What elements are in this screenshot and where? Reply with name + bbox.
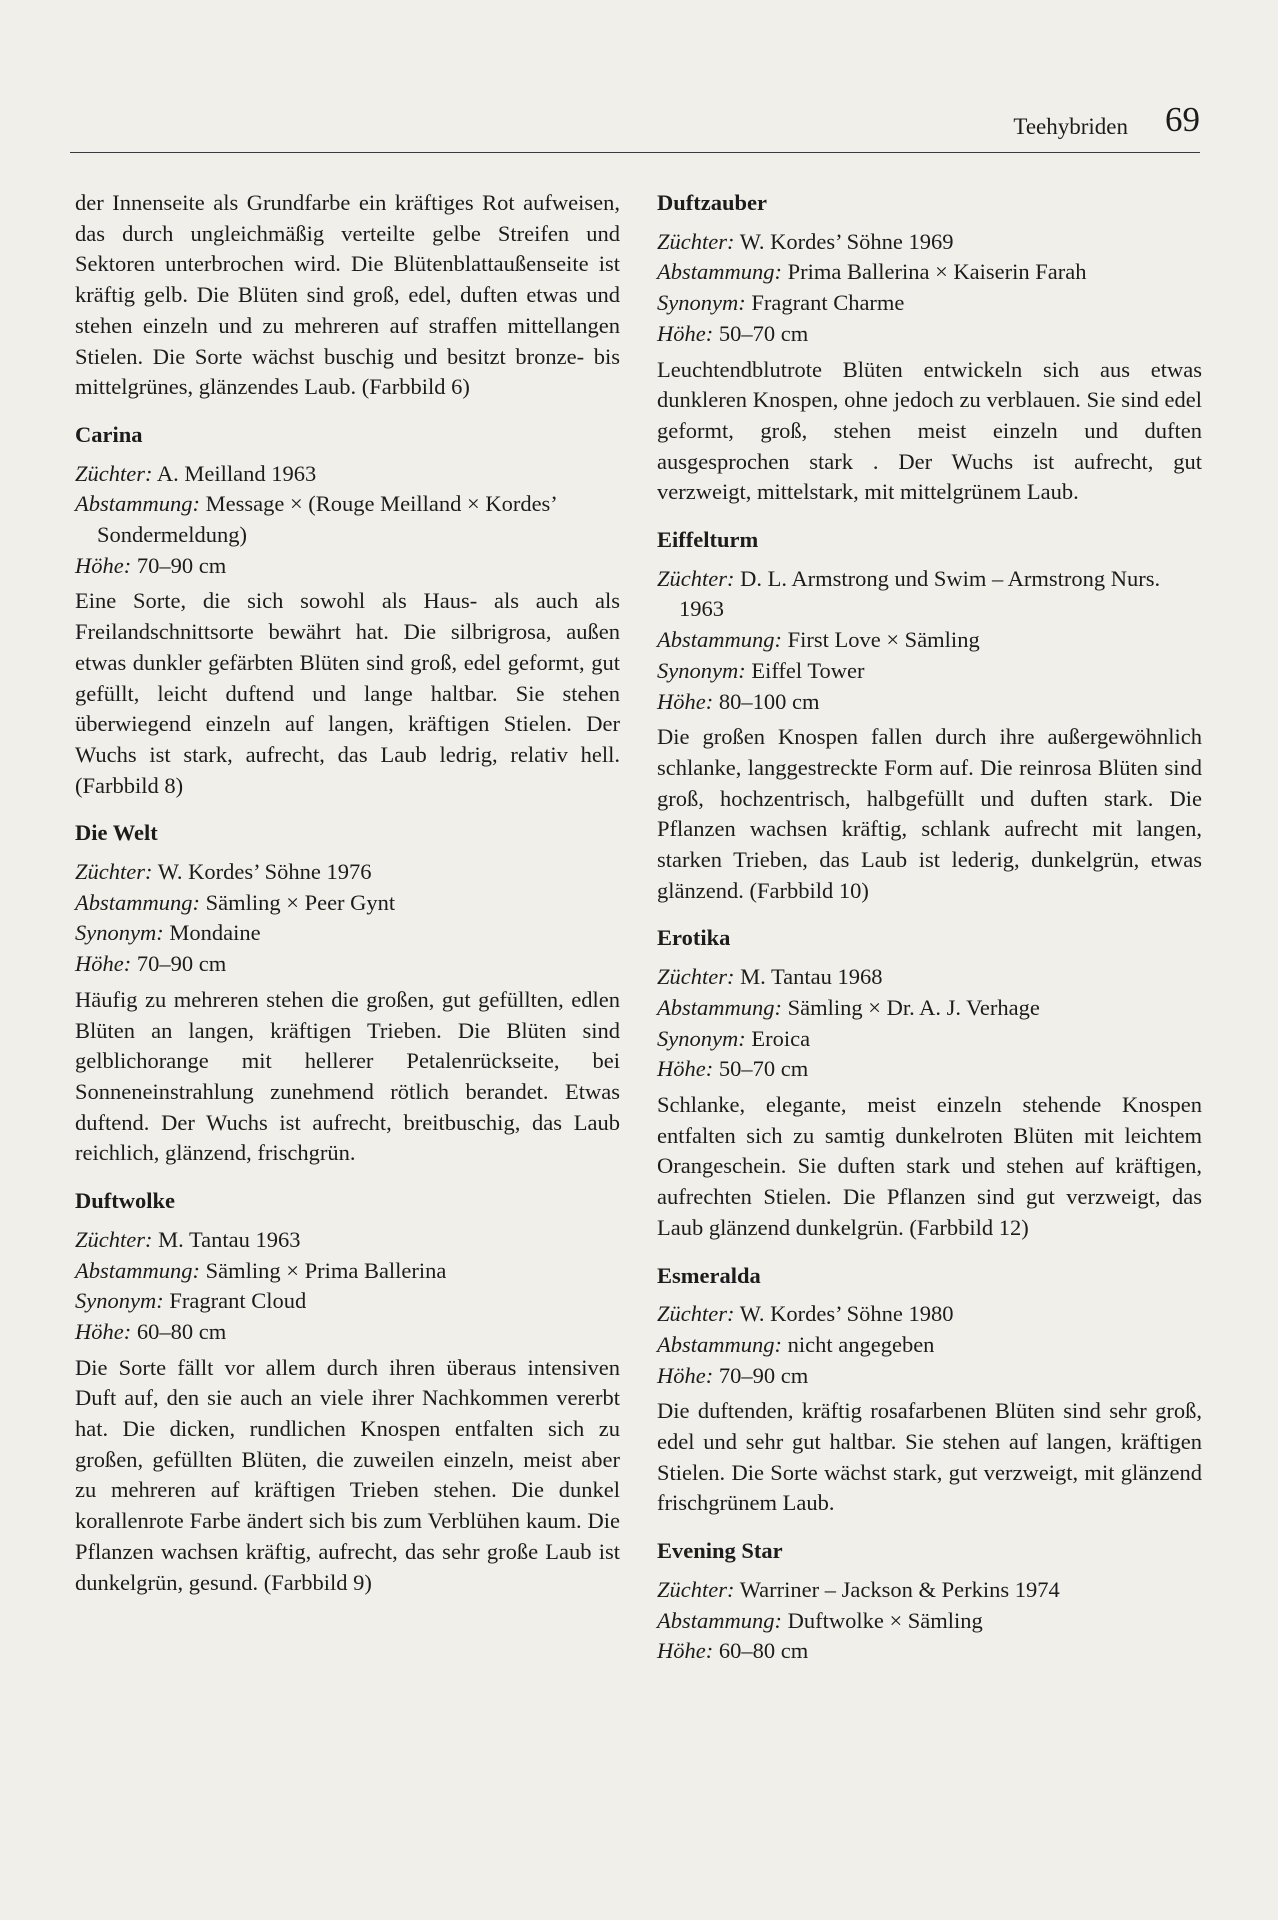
rose-entry bbox=[75, 818, 620, 1169]
meta-value: Eiffel Tower bbox=[751, 657, 865, 683]
meta-value: 70–90 cm bbox=[136, 951, 227, 977]
meta-key: Höhe: bbox=[657, 1362, 714, 1388]
rose-entry bbox=[657, 923, 1202, 1243]
meta-value: 70–90 cm bbox=[136, 552, 227, 578]
meta-key: Höhe: bbox=[657, 688, 714, 714]
meta-value: Fragrant Charme bbox=[751, 290, 905, 316]
entry-title: Eiffelturm bbox=[657, 527, 759, 553]
entry-meta-row bbox=[657, 1636, 1202, 1667]
entry-meta-row bbox=[75, 551, 620, 582]
rose-entry bbox=[657, 525, 1202, 906]
meta-key: Züchter: bbox=[657, 228, 735, 254]
meta-key: Abstammung: bbox=[75, 491, 200, 517]
meta-value: Eroica bbox=[751, 1025, 811, 1051]
right-column bbox=[657, 188, 1202, 1684]
meta-value: First Love × Sämling bbox=[787, 627, 980, 653]
meta-value: M. Tantau 1968 bbox=[740, 964, 883, 990]
running-header bbox=[70, 100, 1200, 153]
entry-title: Duftzauber bbox=[657, 190, 767, 215]
entry-meta-row bbox=[75, 459, 620, 490]
entry-meta-row bbox=[657, 656, 1202, 687]
meta-value: Mondaine bbox=[169, 920, 261, 946]
meta-value: 50–70 cm bbox=[718, 1056, 809, 1082]
meta-value: Warriner – Jackson & Perkins 1974 bbox=[739, 1576, 1060, 1602]
entry-meta-row bbox=[657, 257, 1202, 288]
meta-value: D. L. Armstrong und Swim – Armstrong Nurs. 1963 bbox=[679, 565, 1161, 622]
entry-meta-row bbox=[657, 1361, 1202, 1392]
entry-description: Eine Sorte, die sich sowohl als Haus- als auch als Freilandschnittsorte bewährt hat. Die silbrigrosa, außen etwas dunkler gefärbten Blüten sind groß, edel geformt, gut gefüllt, leicht duftend und lange haltbar. Sie stehen überwiegend einzeln auf langen, kräftigen Stielen. Der Wuchs ist stark, aufrecht, das Laub ledrig, relativ hell. (Farbbild 8) bbox=[75, 588, 620, 798]
entry-description: Die duftenden, kräftig rosafarbenen Blüten sind sehr groß, edel und sehr gut haltbar. Sie stehen auf langen, kräftigen Stielen. Die Sorte wächst stark, gut verzweigt, mit glänzend frischgrünem Laub. bbox=[657, 1398, 1202, 1516]
entry-meta-row bbox=[657, 1299, 1202, 1330]
meta-value: Sämling × Peer Gynt bbox=[205, 889, 396, 915]
meta-key: Abstammung: bbox=[75, 889, 200, 915]
meta-key: Synonym: bbox=[75, 920, 164, 946]
meta-key: Züchter: bbox=[657, 1576, 735, 1602]
meta-value: 60–80 cm bbox=[718, 1638, 809, 1664]
meta-key: Höhe: bbox=[657, 320, 714, 346]
meta-key: Abstammung: bbox=[657, 1331, 782, 1357]
entry-meta-row bbox=[657, 227, 1202, 258]
entry-meta-row bbox=[657, 1024, 1202, 1055]
entry-meta-row bbox=[657, 1054, 1202, 1085]
entry-meta-row bbox=[657, 1575, 1202, 1606]
meta-key: Abstammung: bbox=[657, 1607, 782, 1633]
entry-meta-row bbox=[657, 1330, 1202, 1361]
meta-key: Abstammung: bbox=[657, 627, 782, 653]
meta-value: M. Tantau 1963 bbox=[158, 1226, 301, 1252]
entry-meta-row bbox=[657, 962, 1202, 993]
entry-meta-row bbox=[75, 1317, 620, 1348]
entry-description: Die Sorte fällt vor allem durch ihren überaus intensiven Duft auf, den sie auch an viele ihrer Nachkommen vererbt hat. Die dicken, rundlichen Knospen entfalten sich zu großen, gefüllten Blüten, die zuweilen einzeln, meist aber zu mehreren auf kräftigen Trieben stehen. Die dunkel korallenrote Farbe ändert sich bis zum Verblühen kaum. Die Pflanzen wachsen kräftig, aufrecht, das sehr große Laub ist dunkelgrün, gesund. (Farbbild 9) bbox=[75, 1354, 620, 1595]
meta-value: A. Meilland 1963 bbox=[156, 460, 317, 486]
entry-meta-row bbox=[75, 857, 620, 888]
entry-description: Häufig zu mehreren stehen die großen, gut gefüllten, edlen Blüten an langen, kräftigen Trieben. Die Blüten sind gelblichorange mit hellerer Petalenrückseite, bei Sonneneinstrahlung zunehmend rötlich berandet. Etwas duftend. Der Wuchs ist aufrecht, breitbuschig, das Laub reichlich, glänzend, frischgrün. bbox=[75, 986, 620, 1166]
meta-key: Züchter: bbox=[75, 859, 153, 885]
entry-meta-row bbox=[75, 918, 620, 949]
entry-meta-row bbox=[75, 1225, 620, 1256]
meta-key: Synonym: bbox=[657, 290, 746, 316]
meta-value: nicht angegeben bbox=[787, 1331, 935, 1357]
entry-title: Die Welt bbox=[75, 820, 158, 846]
meta-key: Züchter: bbox=[75, 460, 153, 486]
entry-meta-row bbox=[657, 1606, 1202, 1637]
meta-value: W. Kordes’ Söhne 1969 bbox=[739, 228, 954, 254]
entry-meta-row bbox=[657, 288, 1202, 319]
left-column bbox=[75, 188, 620, 1615]
meta-value: 80–100 cm bbox=[718, 688, 820, 714]
entry-description: Die großen Knospen fallen durch ihre außergewöhnlich schlanke, langgestreckte Form auf. Die reinrosa Blüten sind groß, hochzentrisch, halbgefüllt und duften stark. Die Pflanzen wachsen kräftig, schlank aufrecht mit langen, starken Trieben, das Laub ist lederig, dunkelgrün, etwas glänzend. (Farbbild 10) bbox=[657, 724, 1202, 903]
entry-meta-row bbox=[75, 888, 620, 919]
meta-value: 50–70 cm bbox=[718, 320, 809, 346]
meta-key: Höhe: bbox=[75, 951, 132, 977]
meta-value: Fragrant Cloud bbox=[169, 1288, 307, 1314]
entry-title: Esmeralda bbox=[657, 1262, 761, 1288]
meta-value: 60–80 cm bbox=[136, 1318, 227, 1344]
meta-value: W. Kordes’ Söhne 1980 bbox=[739, 1301, 954, 1327]
entry-meta-row bbox=[75, 1286, 620, 1317]
meta-key: Züchter: bbox=[657, 964, 735, 990]
entry-description: Schlanke, elegante, meist einzeln stehende Knospen entfalten sich zu samtig dunkelroten Blüten mit leichtem Orangeschein. Sie duften stark und stehen auf kräftigen, aufrechten Stielen. Die Pflanzen sind gut verzweigt, das Laub glänzend dunkelgrün. (Farbbild 12) bbox=[657, 1091, 1202, 1240]
meta-key: Abstammung: bbox=[657, 259, 782, 285]
entry-title: Carina bbox=[75, 421, 143, 447]
meta-value: 70–90 cm bbox=[718, 1362, 809, 1388]
meta-key: Synonym: bbox=[75, 1288, 164, 1314]
meta-value: Message × (Rouge Meilland × Kordes’ Sondermeldung) bbox=[97, 491, 557, 548]
meta-value: Sämling × Prima Ballerina bbox=[205, 1257, 447, 1283]
meta-key: Züchter: bbox=[75, 1226, 153, 1252]
entry-meta-row bbox=[75, 489, 620, 550]
rose-entry bbox=[657, 1536, 1202, 1667]
meta-key: Abstammung: bbox=[657, 994, 782, 1020]
entry-title: Duftwolke bbox=[75, 1188, 175, 1214]
rose-entry bbox=[75, 1186, 620, 1598]
meta-key: Höhe: bbox=[657, 1056, 714, 1082]
entry-meta-row bbox=[657, 564, 1202, 625]
section-title: Teehybriden bbox=[1013, 114, 1128, 139]
meta-key: Höhe: bbox=[657, 1638, 714, 1664]
meta-key: Höhe: bbox=[75, 552, 132, 578]
page-number: 69 bbox=[1165, 100, 1200, 139]
meta-value: Sämling × Dr. A. J. Verhage bbox=[787, 994, 1040, 1020]
meta-value: Duftwolke × Sämling bbox=[787, 1607, 983, 1633]
entry-title: Erotika bbox=[657, 925, 731, 951]
rose-entry bbox=[75, 420, 620, 801]
rose-entry bbox=[657, 188, 1202, 508]
entry-meta-row bbox=[75, 1256, 620, 1287]
entry-meta-row bbox=[657, 993, 1202, 1024]
entry-meta-row bbox=[75, 949, 620, 980]
continuation-text: der Innenseite als Grundfarbe ein kräftiges Rot aufweisen, das durch ungleichmäßig verteilte gelbe Streifen und Sektoren unterbrochen wird. Die Blütenblattaußenseite ist kräftig gelb. Die Blüten sind groß, edel, duften etwas und stehen einzeln und zu mehreren auf straffen mittellangen Stielen. Die Sorte wächst buschig und besitzt bronze- bis mittelgrünes, glänzendes Laub. (Farbbild 6) bbox=[75, 190, 620, 400]
entry-title: Evening Star bbox=[657, 1538, 783, 1564]
meta-key: Züchter: bbox=[657, 1301, 735, 1327]
entry-meta-row bbox=[657, 625, 1202, 656]
meta-key: Abstammung: bbox=[75, 1257, 200, 1283]
meta-key: Züchter: bbox=[657, 565, 735, 591]
meta-value: W. Kordes’ Söhne 1976 bbox=[157, 859, 372, 885]
meta-key: Höhe: bbox=[75, 1318, 132, 1344]
entry-meta-row bbox=[657, 687, 1202, 718]
entry-meta-row bbox=[657, 319, 1202, 350]
meta-key: Synonym: bbox=[657, 657, 746, 683]
meta-value: Prima Ballerina × Kaiserin Farah bbox=[787, 259, 1087, 285]
rose-entry bbox=[657, 1261, 1202, 1520]
meta-key: Synonym: bbox=[657, 1025, 746, 1051]
entry-description: Leuchtendblutrote Blüten entwickeln sich aus etwas dunkleren Knospen, ohne jedoch zu verblauen. Sie sind edel geformt, groß, stehen meist einzeln und duften ausgesprochen stark . Der Wuchs ist aufrecht, gut verzweigt, mittelstark, mit mittelgrünem Laub. bbox=[657, 356, 1202, 505]
